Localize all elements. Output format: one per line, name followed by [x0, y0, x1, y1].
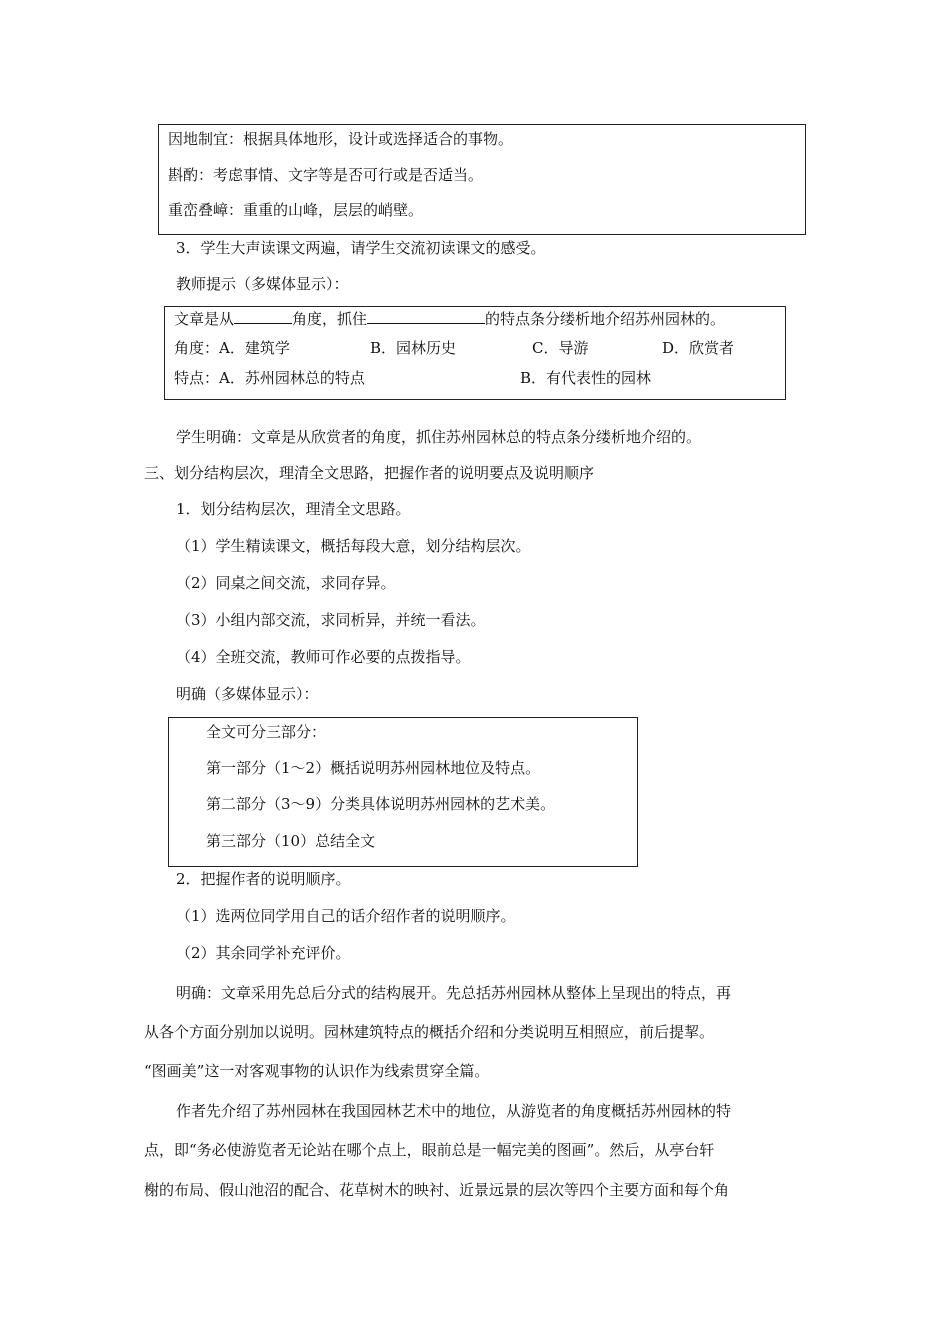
- angle-option-a: 角度：A．建筑学: [174, 339, 290, 357]
- para-2-line-3: 榭的布局、假山池沼的配合、花草树木的映衬、近景远景的层次等四个主要方面和每个角: [144, 1181, 730, 1199]
- item-2: 2．把握作者的说明顺序。: [176, 870, 351, 888]
- feature-option-b: B．有代表性的园林: [520, 369, 652, 387]
- question-text-a: 文章是从: [174, 310, 235, 328]
- teacher-hint: 教师提示（多媒体显示）：: [176, 275, 349, 293]
- para-2-line-1: 作者先介绍了苏州园林在我国园林艺术中的地位，从游览者的角度概括苏州园林的特: [176, 1102, 732, 1120]
- step-3: 3．学生大声读课文两遍，请学生交流初读课文的感受。: [176, 239, 546, 257]
- angle-option-c: C．导游: [532, 339, 589, 357]
- answer-blank-feature: [367, 307, 485, 324]
- item-1: 1．划分结构层次，理清全文思路。: [176, 500, 411, 518]
- clear-media: 明确（多媒体显示）：: [176, 685, 319, 703]
- item-1-1: （1）学生精读课文，概括每段大意，划分结构层次。: [176, 537, 531, 555]
- structure-line-1: 全文可分三部分：: [206, 723, 327, 741]
- structure-line-2: 第一部分（1～2）概括说明苏州园林地位及特点。: [206, 759, 541, 777]
- para-1-line-2: 从各个方面分别加以说明。园林建筑特点的概括介绍和分类说明互相照应，前后提挈。: [144, 1023, 715, 1041]
- angle-option-b: B．园林历史: [370, 339, 457, 357]
- item-1-4: （4）全班交流，教师可作必要的点拨指导。: [176, 648, 471, 666]
- vocab-line-3: 重峦叠嶂：重重的山峰，层层的峭壁。: [168, 201, 424, 219]
- item-2-2: （2）其余同学补充评价。: [176, 944, 351, 962]
- item-1-3: （3）小组内部交流，求同析异，并统一看法。: [176, 611, 486, 629]
- para-1-line-1: 明确：文章采用先总后分式的结构展开。先总括苏州园林从整体上呈现出的特点，再: [176, 984, 732, 1002]
- structure-line-4: 第三部分（10）总结全文: [206, 832, 376, 850]
- para-1-line-3: “图画美”这一对客观事物的认识作为线索贯穿全篇。: [144, 1062, 490, 1080]
- question-line: [174, 307, 725, 329]
- student-clarification: 学生明确：文章是从欣赏者的角度，抓住苏州园林总的特点条分缕析地介绍的。: [176, 428, 702, 446]
- vocab-line-1: 因地制宜：根据具体地形，设计或选择适合的事物。: [168, 130, 514, 148]
- vocab-line-2: 斟酌：考虑事情、文字等是否可行或是否适当。: [168, 166, 484, 184]
- angle-option-d: D．欣赏者: [662, 339, 735, 357]
- item-2-1: （1）选两位同学用自己的话介绍作者的说明顺序。: [176, 907, 516, 925]
- structure-line-3: 第二部分（3～9）分类具体说明苏州园林的艺术美。: [206, 795, 556, 813]
- answer-blank-angle: [234, 307, 292, 324]
- feature-option-a: 特点：A．苏州园林总的特点: [174, 369, 365, 387]
- question-text-b: 角度，抓住: [292, 310, 368, 328]
- para-2-line-2: 点，即“务必使游览者无论站在哪个点上，眼前总是一幅完美的图画”。然后，从亭台轩: [144, 1141, 715, 1159]
- section-3-heading: 三、划分结构层次，理清全文思路，把握作者的说明要点及说明顺序: [144, 464, 595, 482]
- question-text-c: 的特点条分缕析地介绍苏州园林的。: [485, 310, 726, 328]
- item-1-2: （2）同桌之间交流，求同存异。: [176, 574, 396, 592]
